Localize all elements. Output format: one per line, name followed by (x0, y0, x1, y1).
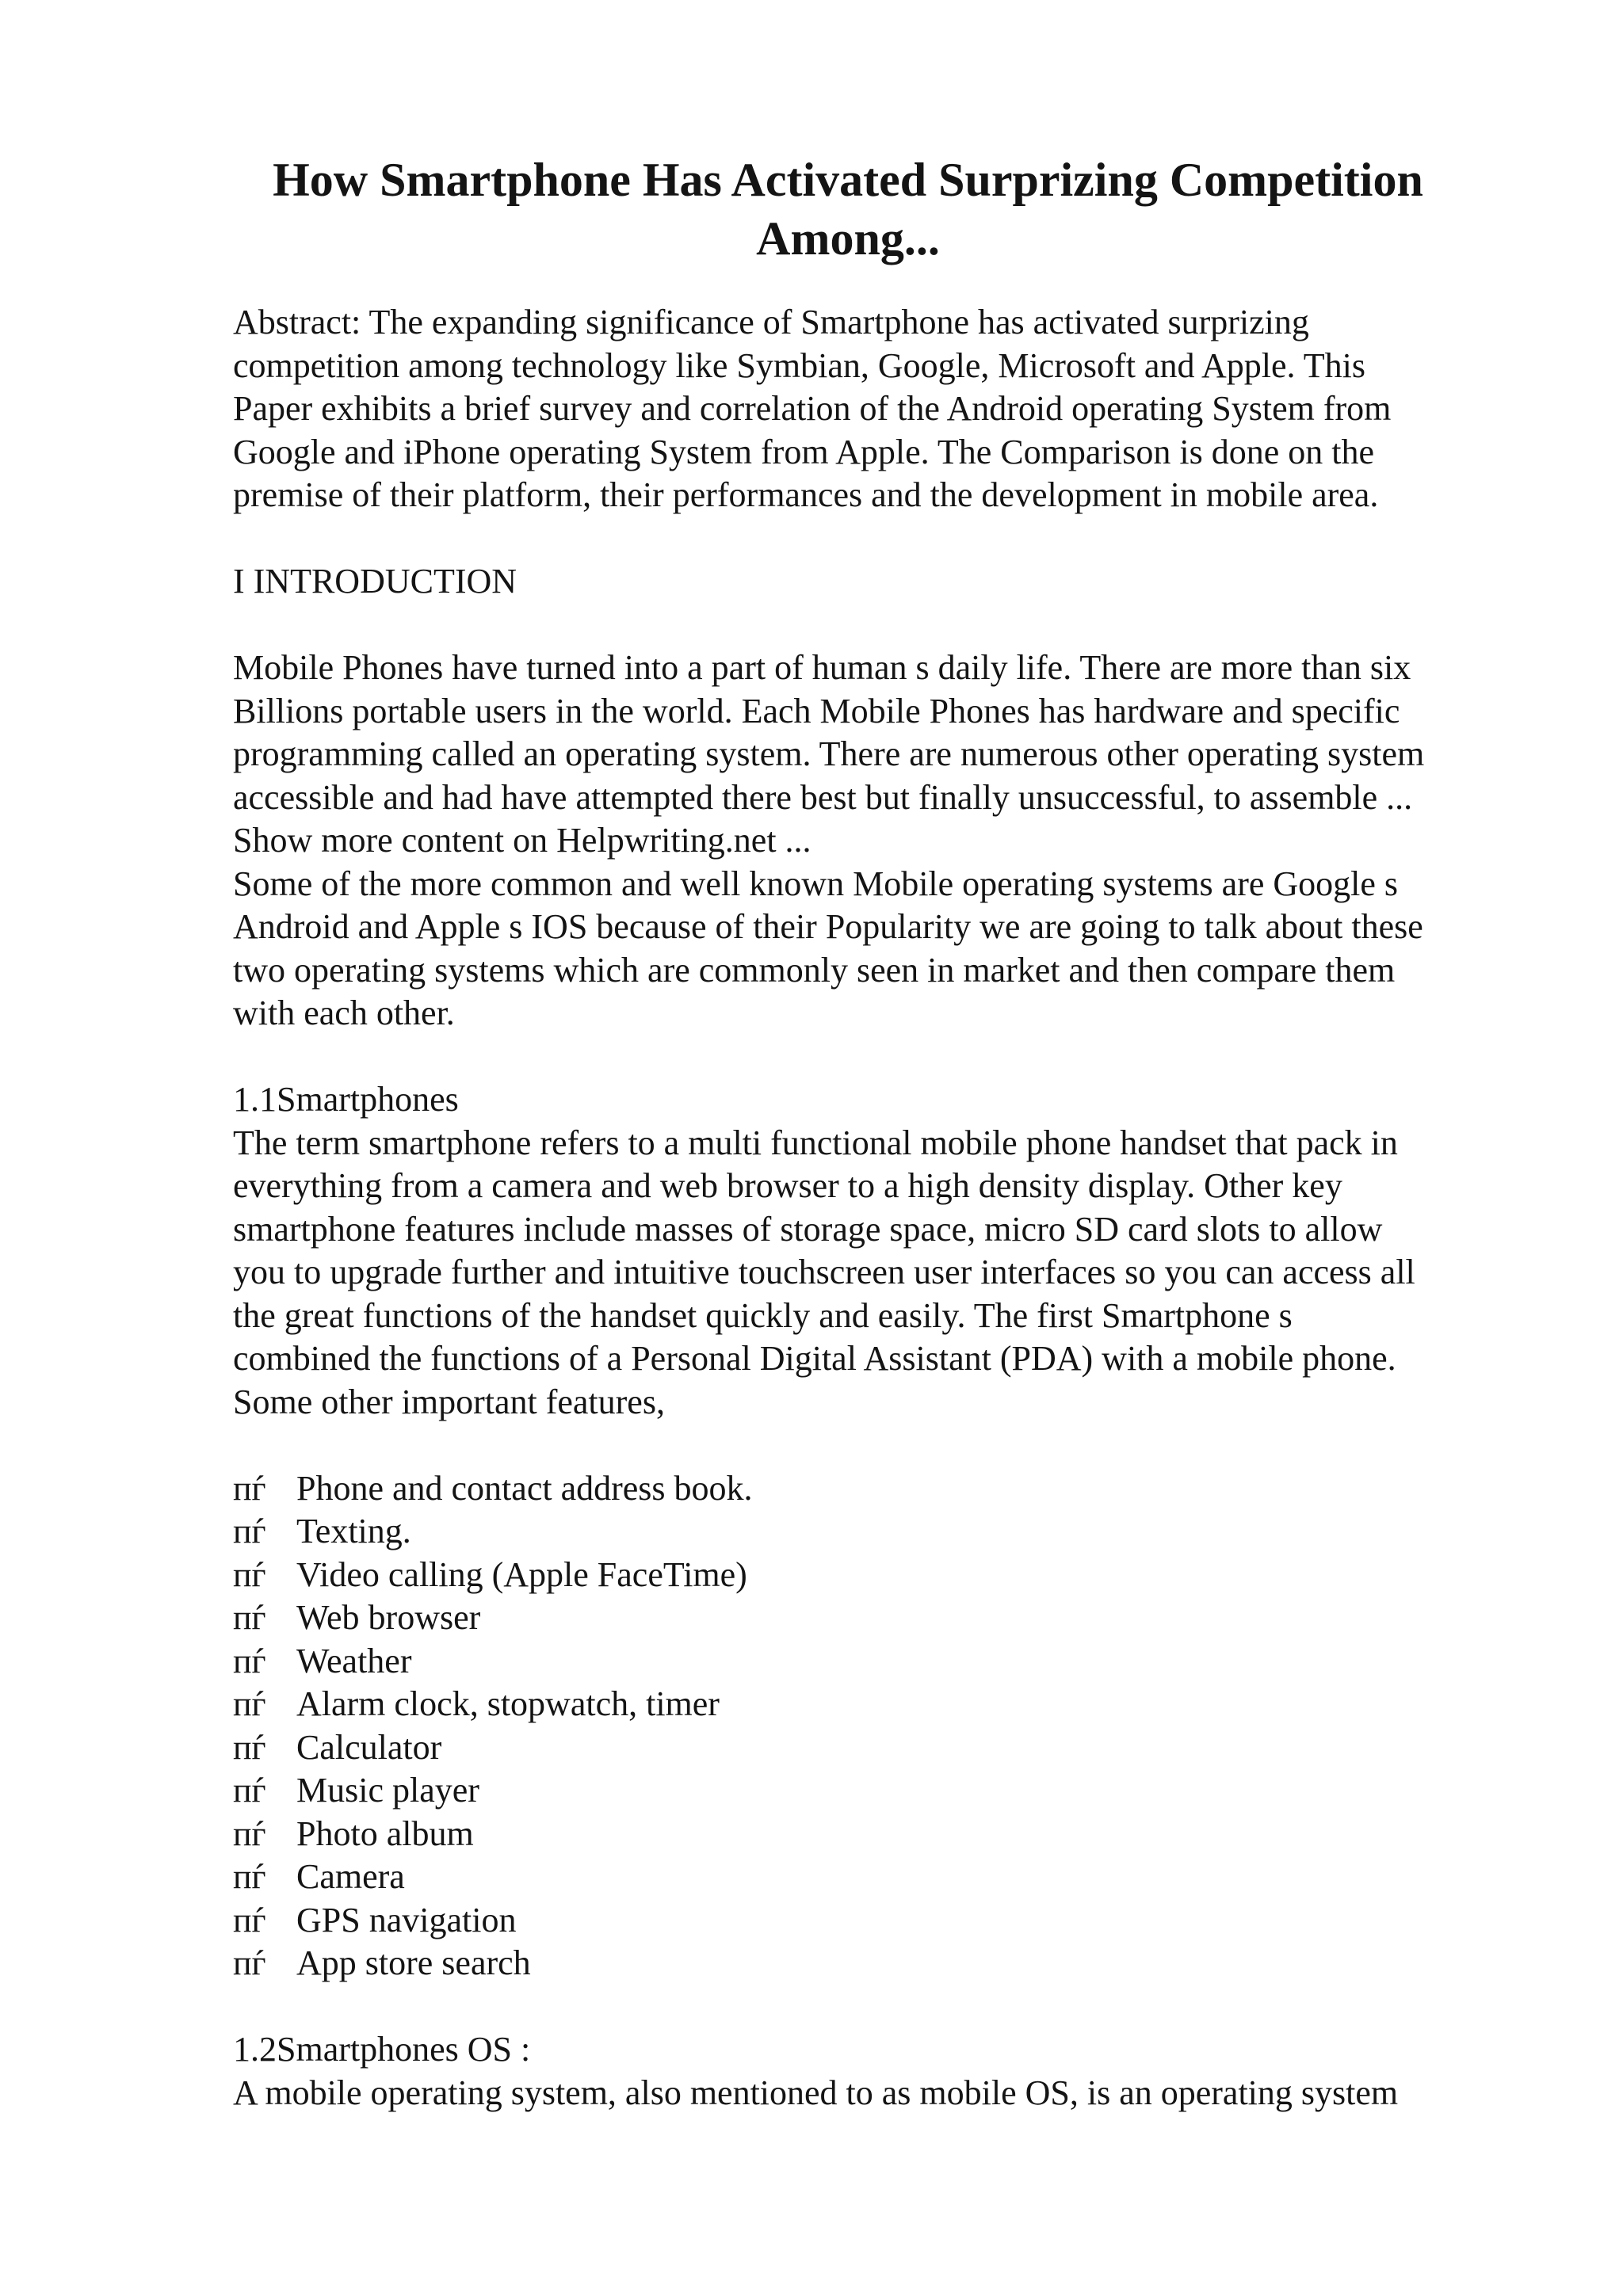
spacer (233, 1035, 1533, 1079)
title-line-1: How Smartphone Has Activated Surprizing Competition (273, 154, 1423, 206)
list-item (233, 1942, 1533, 1985)
text-line: premise of their platform, their performances and the development in mobile area. (233, 475, 1379, 514)
spacer (233, 517, 1533, 561)
bullet-icon: пѓ (233, 1727, 266, 1767)
text-line: Android and Apple s IOS because of their Popularity we are going to talk about these (233, 907, 1423, 946)
list-item-label: Photo album (296, 1814, 474, 1853)
text-line: Abstract: The expanding significance of Smartphone has activated surprizing (233, 303, 1309, 341)
list-item (233, 1855, 1533, 1899)
list-item-label: Alarm clock, stopwatch, timer (296, 1684, 720, 1723)
section-1-2 (233, 2028, 1533, 2115)
bullet-icon: пѓ (233, 1468, 266, 1508)
title-line-2: Among... (756, 212, 940, 265)
list-item (233, 1510, 1533, 1554)
text-line: smartphone features include masses of storage space, micro SD card slots to allow (233, 1209, 1383, 1249)
text-line: you to upgrade further and intuitive touchscreen user interfaces so you can access all (233, 1253, 1415, 1291)
list-item (233, 1683, 1533, 1726)
bullet-icon: пѓ (233, 1771, 266, 1810)
section-1-1 (233, 1078, 1533, 1424)
spacer (233, 604, 1533, 647)
list-item-label: Video calling (Apple FaceTime) (296, 1554, 747, 1594)
list-item-label: Phone and contact address book. (296, 1468, 753, 1508)
list-item (233, 1640, 1533, 1684)
list-item-label: Web browser (296, 1598, 481, 1637)
section-heading: 1.2Smartphones OS : (233, 2030, 531, 2069)
show-more-line: Show more content on Helpwriting.net ... (233, 821, 812, 860)
text-line: everything from a camera and web browser to a high density display. Other key (233, 1166, 1342, 1205)
bullet-icon: пѓ (233, 1857, 266, 1896)
text-line: Some other important features, (233, 1382, 665, 1421)
list-item (233, 1899, 1533, 1943)
text-line: accessible and had have attempted there best but finally unsuccessful, to assemble ... (233, 777, 1413, 817)
text-line: A mobile operating system, also mentioned to as mobile OS, is an operating system (233, 2073, 1399, 2112)
list-item (233, 1769, 1533, 1813)
text-line: the great functions of the handset quickly and easily. The first Smartphone s (233, 1295, 1293, 1335)
bullet-icon: пѓ (233, 1943, 266, 1982)
bullet-icon: пѓ (233, 1684, 266, 1723)
bullet-icon: пѓ (233, 1554, 266, 1594)
list-item (233, 1726, 1533, 1770)
text-line: Paper exhibits a brief survey and correlation of the Android operating System from (233, 389, 1392, 428)
bullet-icon: пѓ (233, 1900, 266, 1939)
spacer (233, 1985, 1533, 2029)
bullet-icon: пѓ (233, 1598, 266, 1637)
text-line: two operating systems which are commonly seen in market and then compare them (233, 950, 1396, 990)
bullet-icon: пѓ (233, 1512, 266, 1550)
abstract-paragraph (233, 301, 1533, 517)
list-item-label: Calculator (296, 1727, 442, 1767)
bullet-icon: пѓ (233, 1641, 266, 1680)
bullet-icon: пѓ (233, 1814, 266, 1853)
heading-text: I INTRODUCTION (233, 562, 517, 601)
text-line: combined the functions of a Personal Digital Assistant (PDA) with a mobile phone. (233, 1339, 1396, 1378)
document-body (233, 301, 1533, 2115)
list-item-label: Weather (296, 1641, 412, 1680)
features-list (233, 1467, 1533, 1985)
introduction-heading (233, 560, 1533, 604)
text-line: Mobile Phones have turned into a part of human s daily life. There are more than six (233, 648, 1411, 687)
text-line: Some of the more common and well known Mobile operating systems are Google s (233, 864, 1399, 903)
list-item-label: Music player (296, 1771, 479, 1810)
text-line: with each other. (233, 994, 455, 1032)
list-item-label: Camera (296, 1857, 405, 1896)
text-line: competition among technology like Symbian, Google, Microsoft and Apple. This (233, 345, 1365, 385)
list-item-label: Texting. (296, 1512, 411, 1550)
document-title (190, 151, 1506, 268)
list-item (233, 1554, 1533, 1597)
text-line: Google and iPhone operating System from Apple. The Comparison is done on the (233, 432, 1374, 471)
list-item-label: App store search (296, 1943, 531, 1982)
text-line: Billions portable users in the world. Each Mobile Phones has hardware and specific (233, 691, 1400, 730)
text-line: The term smartphone refers to a multi functional mobile phone handset that pack in (233, 1123, 1398, 1162)
list-item-label: GPS navigation (296, 1900, 517, 1939)
text-line: programming called an operating system. There are numerous other operating system (233, 734, 1425, 773)
section-heading: 1.1Smartphones (233, 1080, 459, 1119)
introduction-paragraph-1 (233, 646, 1533, 863)
spacer (233, 1424, 1533, 1467)
list-item (233, 1467, 1533, 1511)
list-item (233, 1813, 1533, 1856)
list-item (233, 1596, 1533, 1640)
introduction-paragraph-2 (233, 863, 1533, 1035)
